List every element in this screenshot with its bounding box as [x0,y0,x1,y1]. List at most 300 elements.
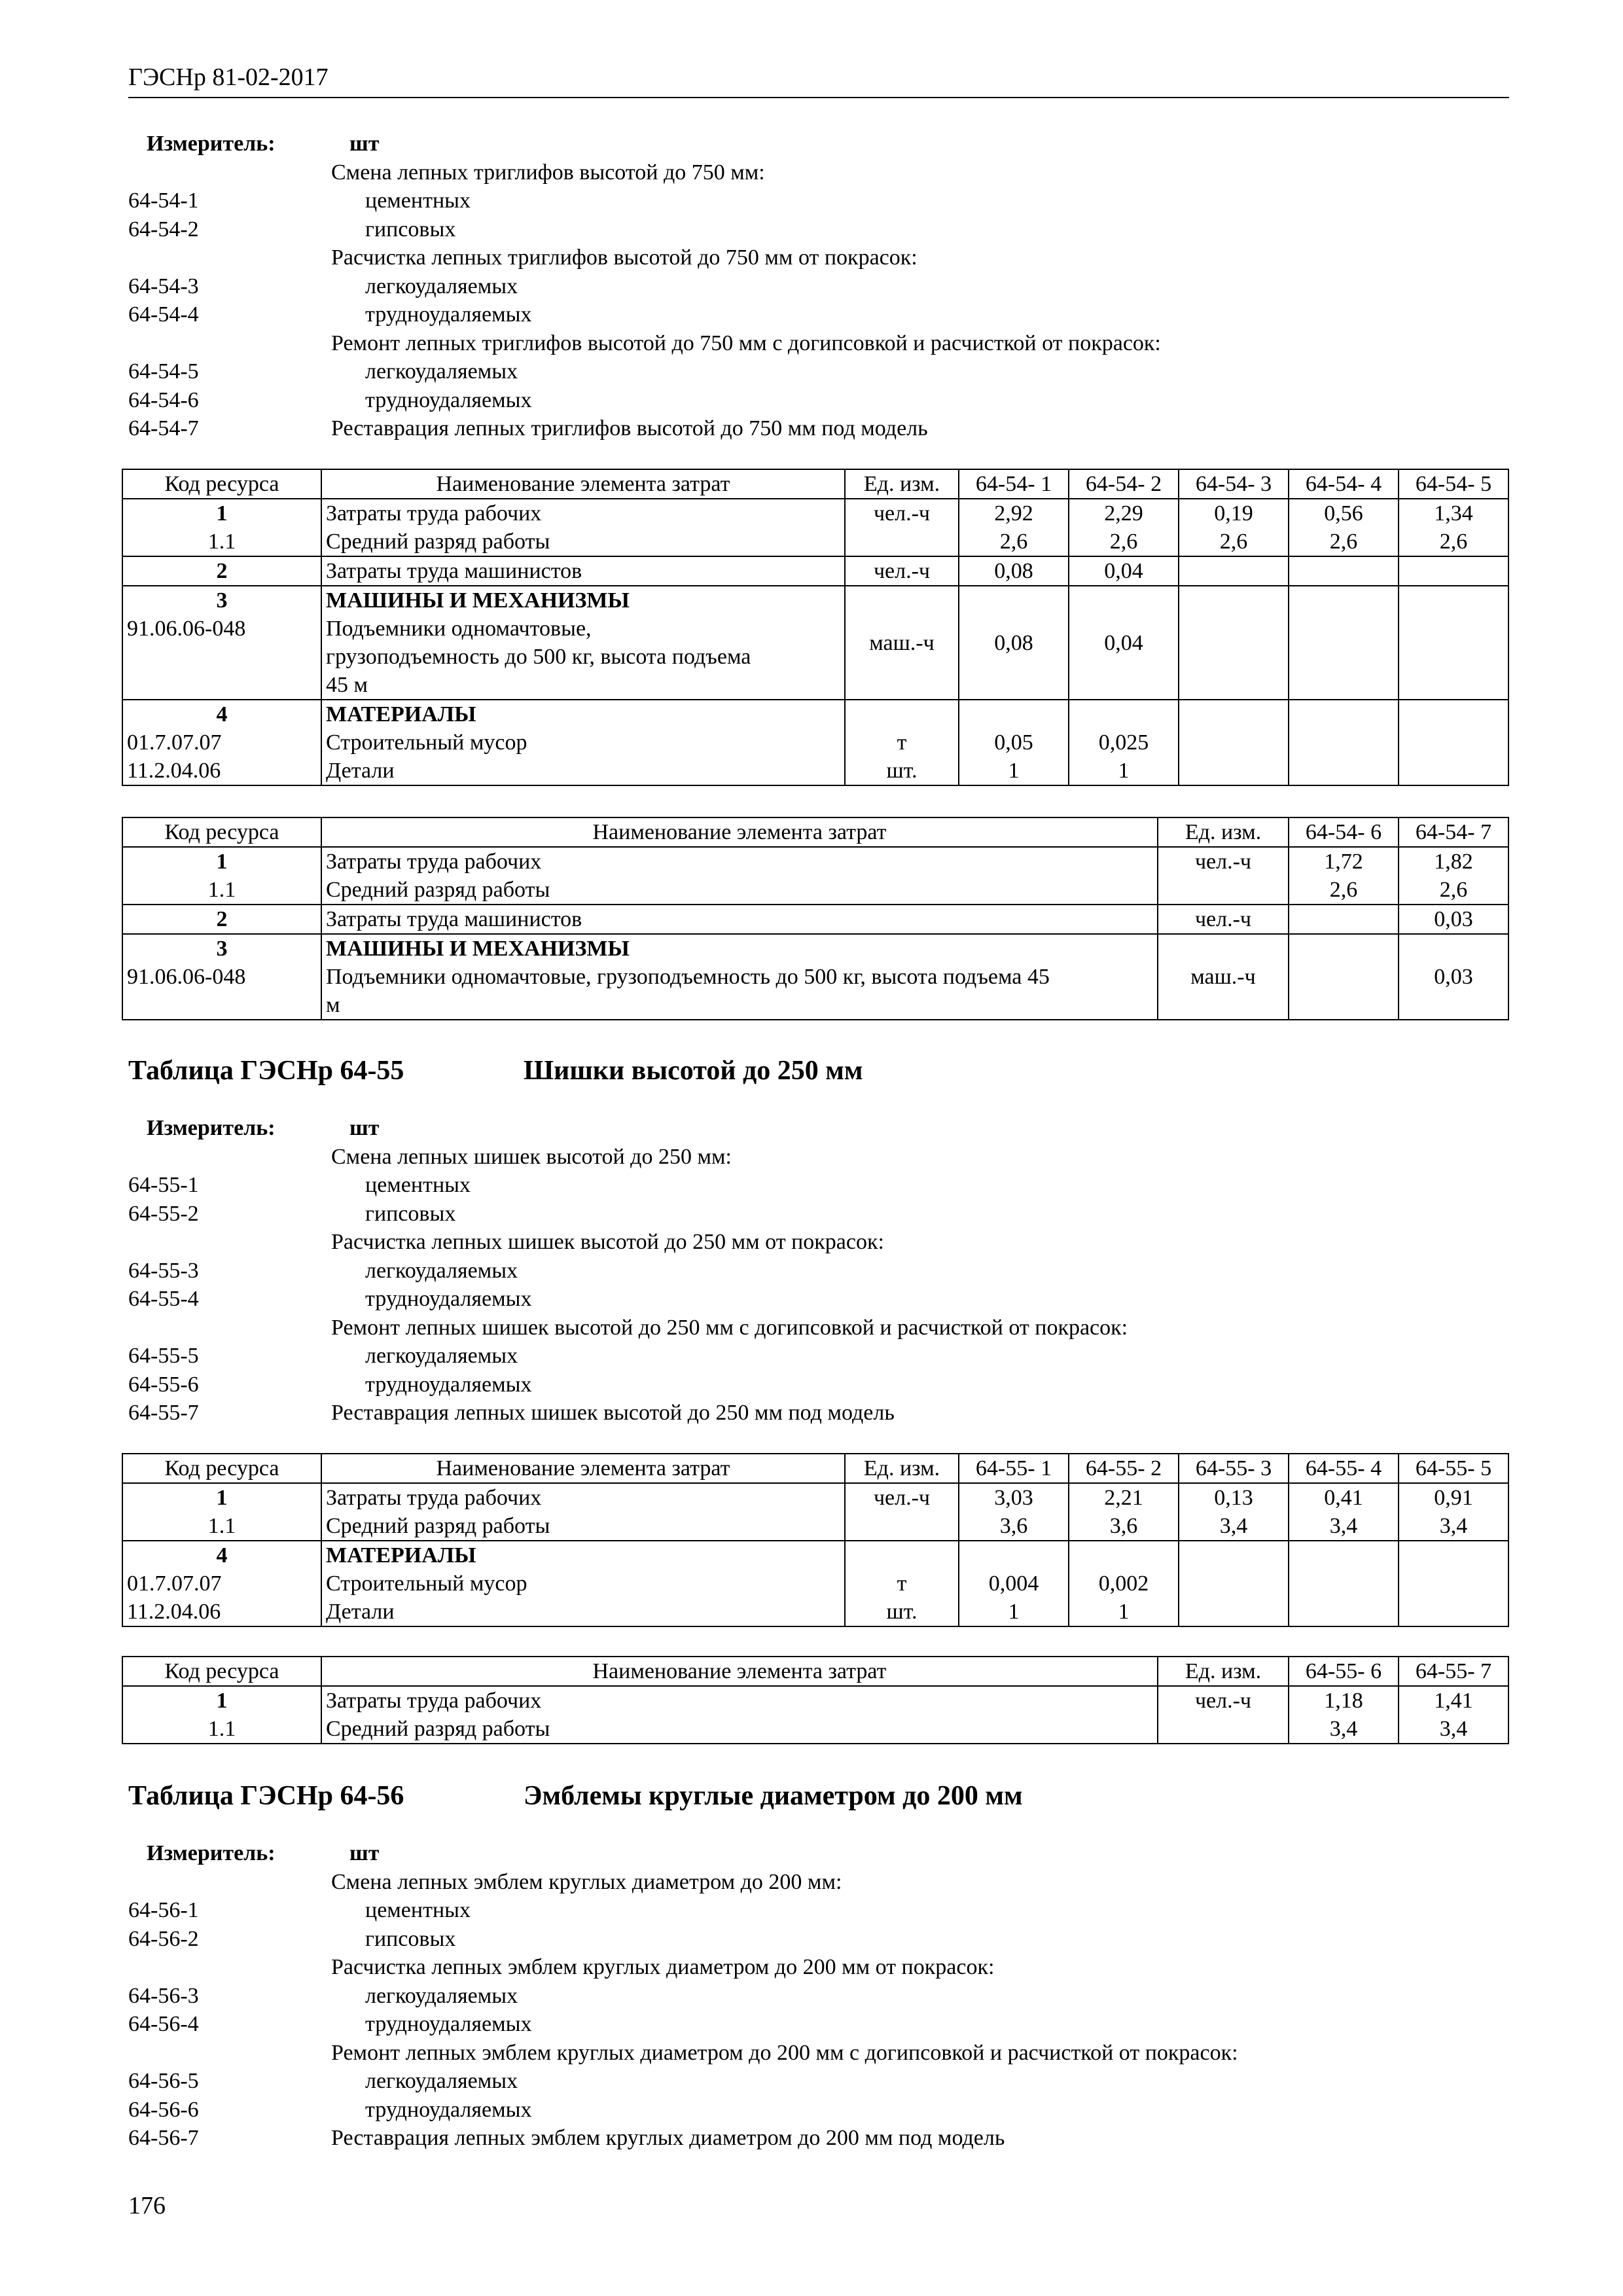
header-cell: 64-55- 3 [1179,1454,1289,1483]
work-code [128,1143,331,1172]
header-cell: 64-54- 2 [1069,469,1179,499]
resource-name: Затраты труда рабочих [321,1686,1158,1715]
work-description: легкоудаляемых [365,359,518,384]
value-cell: 0,08 [959,556,1069,586]
resource-code: 2 [122,905,321,934]
value-cell: 2,21 [1069,1483,1179,1512]
work-description: трудноудаляемых [365,1287,532,1311]
unit [845,586,959,615]
table-row [122,1483,1508,1512]
value-cell [1289,1598,1399,1626]
work-description: Реставрация лепных эмблем круглых диаметром до 200 мм под модель [331,2126,1005,2150]
resource-name: Средний разряд работы [321,876,1158,905]
header-cell: 64-54- 7 [1399,817,1508,847]
work-description: гипсовых [365,1201,456,1226]
resource-name-line: Подъемники одномачтовые, грузоподъемность до 500 кг, высота подъема 45 [326,965,1050,989]
resource-name: Затраты труда рабочих [321,847,1158,876]
unit [1158,1715,1289,1744]
table-header-row [122,1657,1508,1686]
work-item [128,1342,1509,1371]
work-item [128,1314,1509,1342]
value-cell [1399,700,1508,728]
header-cell: 64-55- 1 [959,1454,1069,1483]
work-item [128,1171,1509,1200]
value-cell [1289,556,1399,586]
work-description: Расчистка лепных триглифов высотой до 750 мм от покрасок: [331,245,918,270]
value-cell [1399,1570,1508,1598]
resource-name [321,615,845,700]
value-cell: 3,4 [1289,1512,1399,1541]
resource-code: 01.7.07.07 [122,728,321,757]
unit: шт. [845,757,959,785]
resource-code: 11.2.04.06 [122,757,321,785]
work-item [128,1228,1509,1257]
value-cell: 3,4 [1289,1715,1399,1744]
work-item [128,187,1509,215]
value-cell: 2,29 [1069,499,1179,528]
table-row [122,876,1508,905]
table-row [122,1715,1508,1744]
section-title: МАШИНЫ И МЕХАНИЗМЫ [321,934,1158,963]
value-cell: 0,13 [1179,1483,1289,1512]
resource-name-line: Подъемники одномачтовые, [326,617,592,641]
work-list [128,158,1509,443]
unit [845,700,959,728]
resource-code: 1.1 [122,1512,321,1541]
work-description: гипсовых [365,1926,456,1951]
resource-code: 2 [122,556,321,586]
value-cell: 3,6 [1069,1512,1179,1541]
work-description: Смена лепных эмблем круглых диаметром до 200 мм: [331,1869,842,1894]
value-cell: 2,6 [1289,528,1399,556]
work-description: легкоудаляемых [365,2069,518,2093]
header-cell: 64-55- 5 [1399,1454,1508,1483]
value-cell [1289,1541,1399,1570]
work-description: Ремонт лепных эмблем круглых диаметром до 200 мм с догипсовкой и расчисткой от покрасок: [331,2040,1238,2065]
value-cell [1179,728,1289,757]
value-cell [1179,556,1289,586]
work-item [128,300,1509,329]
value-cell: 2,6 [1069,528,1179,556]
work-description: Реставрация лепных шишек высотой до 250 мм под модель [331,1401,895,1425]
value-cell [1289,1570,1399,1598]
value-cell: 3,4 [1179,1512,1289,1541]
value-cell: 1,18 [1289,1686,1399,1715]
value-cell: 3,4 [1399,1512,1508,1541]
table-header-row [122,1454,1508,1483]
table-number: Таблица ГЭСНр 64-56 [128,1781,404,1811]
value-cell [1289,757,1399,785]
work-code [128,2039,331,2068]
resource-code: 01.7.07.07 [122,1570,321,1598]
header-cell: Код ресурса [122,817,321,847]
table-row [122,757,1508,785]
value-cell: 0,03 [1399,963,1508,1020]
work-code [128,1868,331,1897]
table-row [122,528,1508,556]
unit [845,1512,959,1541]
value-cell: 3,6 [959,1512,1069,1541]
value-cell [1399,1541,1508,1570]
work-description: Расчистка лепных шишек высотой до 250 мм от покрасок: [331,1230,884,1254]
value-cell [1289,905,1399,934]
value-cell: 0,41 [1289,1483,1399,1512]
work-code: 64-54-5 [128,359,199,384]
value-cell: 1 [1069,1598,1179,1626]
header-cell: 64-54- 5 [1399,469,1508,499]
work-code: 64-54-6 [128,387,199,412]
work-item [128,1925,1509,1954]
unit: маш.-ч [1158,963,1289,1020]
value-cell [1289,728,1399,757]
resource-name: Затраты труда машинистов [321,556,845,586]
resource-code: 1 [122,499,321,528]
value-cell: 1,82 [1399,847,1508,876]
work-item [128,386,1509,415]
work-code [128,243,331,272]
meter-label: Измеритель: [147,132,276,156]
work-code: 64-54-4 [128,302,199,327]
unit: чел.-ч [845,499,959,528]
work-description: трудноудаляемых [365,2012,532,2036]
table-number: Таблица ГЭСНр 64-55 [128,1056,404,1086]
header-cell: Ед. изм. [1158,1657,1289,1686]
work-code: 64-55-7 [128,1401,199,1425]
header-cell: Наименование элемента затрат [321,1657,1158,1686]
table-header-row [122,469,1508,499]
table-row [122,615,1508,700]
value-cell: 2,6 [1399,528,1508,556]
work-list [128,1143,1509,1427]
header-rule [128,97,1509,98]
resource-name: Затраты труда рабочих [321,1483,845,1512]
table-row [122,728,1508,757]
work-description: трудноудаляемых [365,387,532,412]
work-description: Смена лепных шишек высотой до 250 мм: [331,1144,732,1169]
header-cell: Наименование элемента затрат [321,1454,845,1483]
header-cell: Ед. изм. [1158,817,1289,847]
header-cell: 64-54- 1 [959,469,1069,499]
resource-name: Детали [321,757,845,785]
value-cell: 0,03 [1399,905,1508,934]
resource-name-line: грузоподъемность до 500 кг, высота подъема [326,645,751,669]
value-cell: 1,34 [1399,499,1508,528]
value-cell [1179,586,1289,615]
unit [845,1541,959,1570]
header-cell: Код ресурса [122,469,321,499]
work-code [128,1228,331,1257]
section-title: МАТЕРИАЛЫ [321,700,845,728]
value-cell [1179,1541,1289,1570]
work-code: 64-55-5 [128,1344,199,1368]
value-cell [1179,1598,1289,1626]
header-cell: 64-55- 7 [1399,1657,1508,1686]
table-row [122,1541,1508,1570]
work-code: 64-56-2 [128,1926,199,1951]
value-cell: 0,56 [1289,499,1399,528]
header-cell: Код ресурса [122,1657,321,1686]
resource-name: Строительный мусор [321,1570,845,1598]
meter-row [128,1839,1509,1868]
resource-name [321,963,1158,1020]
header-cell: 64-54- 6 [1289,817,1399,847]
meter-label: Измеритель: [147,1116,276,1140]
table-row [122,1686,1508,1715]
page-number: 176 [128,2192,166,2219]
work-item [128,2039,1509,2068]
work-item [128,1868,1509,1897]
work-description: легкоудаляемых [365,1258,518,1283]
value-cell [1399,934,1508,963]
resource-name-line: 45 м [326,673,368,697]
table-caption: Шишки высотой до 250 мм [524,1056,863,1086]
meter-label: Измеритель: [147,1841,276,1865]
resource-name: Строительный мусор [321,728,845,757]
resource-name-line: м [326,993,340,1017]
resource-code: 1 [122,1686,321,1715]
value-cell [1289,615,1399,700]
work-item [128,1896,1509,1925]
work-description: трудноудаляемых [365,1372,532,1397]
resource-name: Средний разряд работы [321,1512,845,1541]
work-code [128,1314,331,1342]
work-description: трудноудаляемых [365,2097,532,2122]
work-code [128,1953,331,1982]
work-code: 64-54-7 [128,416,199,440]
document-code: ГЭСНр 81-02-2017 [128,63,329,91]
work-description: трудноудаляемых [365,302,532,327]
work-item [128,1200,1509,1229]
meter-value: шт [349,132,380,156]
unit [845,528,959,556]
resource-name: Средний разряд работы [321,528,845,556]
table-title-64-55 [128,1055,863,1086]
work-code: 64-55-6 [128,1372,199,1397]
unit: т [845,1570,959,1598]
work-item [128,357,1509,386]
work-item [128,158,1509,187]
unit: маш.-ч [845,615,959,700]
value-cell [1399,757,1508,785]
unit: т [845,728,959,757]
resource-code: 3 [122,934,321,963]
value-cell: 2,6 [1399,876,1508,905]
value-cell [1069,700,1179,728]
resource-code: 1.1 [122,528,321,556]
resource-table-64-54-a [122,469,1509,786]
work-code [128,158,331,187]
value-cell: 0,025 [1069,728,1179,757]
meter-list-64-54 [128,130,1509,443]
value-cell: 1 [959,757,1069,785]
work-item [128,243,1509,272]
work-item [128,1371,1509,1399]
meter-value: шт [349,1116,380,1140]
work-list [128,1868,1509,2153]
work-item [128,1399,1509,1427]
work-code: 64-54-3 [128,274,199,298]
unit: чел.-ч [1158,1686,1289,1715]
work-item [128,272,1509,301]
work-code: 64-56-6 [128,2097,199,2122]
header-cell: Код ресурса [122,1454,321,1483]
resource-name: Затраты труда машинистов [321,905,1158,934]
work-code: 64-56-4 [128,2012,199,2036]
resource-code: 91.06.06-048 [122,963,321,1020]
table-row [122,1512,1508,1541]
table-header-row [122,817,1508,847]
resource-name: Детали [321,1598,845,1626]
work-code: 64-56-7 [128,2126,199,2150]
header-cell: Наименование элемента затрат [321,817,1158,847]
work-description: легкоудаляемых [365,1983,518,2008]
work-code: 64-55-1 [128,1173,199,1197]
work-item [128,2010,1509,2039]
header-cell: Ед. изм. [845,469,959,499]
unit: шт. [845,1598,959,1626]
meter-list-64-56 [128,1839,1509,2153]
work-description: гипсовых [365,217,456,242]
resource-code: 4 [122,1541,321,1570]
resource-code: 91.06.06-048 [122,615,321,700]
value-cell: 0,04 [1069,615,1179,700]
value-cell: 0,91 [1399,1483,1508,1512]
table-row [122,586,1508,615]
work-description: Смена лепных триглифов высотой до 750 мм: [331,160,765,185]
value-cell [1289,963,1399,1020]
table-caption: Эмблемы круглые диаметром до 200 мм [524,1781,1023,1811]
table-row [122,1570,1508,1598]
resource-table-64-55-a [122,1453,1509,1627]
work-code: 64-56-5 [128,2069,199,2093]
value-cell [1289,700,1399,728]
value-cell [1399,1598,1508,1626]
work-description: легкоудаляемых [365,1344,518,1368]
work-code [128,329,331,358]
resource-code: 3 [122,586,321,615]
work-description: цементных [365,1898,471,1922]
work-code: 64-54-2 [128,217,199,242]
header-cell: 64-55- 4 [1289,1454,1399,1483]
table-title-64-56 [128,1780,1023,1812]
table-row [122,963,1508,1020]
work-description: легкоудаляемых [365,274,518,298]
resource-table-64-54-b [122,817,1509,1020]
work-item [128,1953,1509,1982]
value-cell: 2,92 [959,499,1069,528]
value-cell [959,1541,1069,1570]
work-description: Ремонт лепных шишек высотой до 250 мм с догипсовкой и расчисткой от покрасок: [331,1315,1128,1340]
work-item [128,414,1509,443]
value-cell: 2,6 [1179,528,1289,556]
value-cell [1179,700,1289,728]
resource-code: 1.1 [122,1715,321,1744]
value-cell [1069,1541,1179,1570]
unit: чел.-ч [1158,847,1289,876]
unit [1158,934,1289,963]
header-cell: 64-54- 3 [1179,469,1289,499]
unit: чел.-ч [1158,905,1289,934]
resource-code: 4 [122,700,321,728]
table-row [122,1598,1508,1626]
unit: чел.-ч [845,556,959,586]
header-cell: Наименование элемента затрат [321,469,845,499]
resource-code: 1 [122,1483,321,1512]
unit [1158,876,1289,905]
work-item [128,1982,1509,2011]
table-row [122,847,1508,876]
work-item [128,1285,1509,1314]
meter-row [128,130,1509,158]
header-cell: 64-54- 4 [1289,469,1399,499]
value-cell [959,586,1069,615]
meter-row [128,1114,1509,1143]
value-cell [1399,728,1508,757]
table-row [122,700,1508,728]
value-cell [1179,615,1289,700]
resource-table-64-55-b [122,1656,1509,1744]
work-item [128,2124,1509,2153]
table-row [122,499,1508,528]
work-item [128,1143,1509,1172]
meter-value: шт [349,1841,380,1865]
work-code: 64-54-1 [128,188,199,213]
resource-code: 1 [122,847,321,876]
value-cell: 3,4 [1399,1715,1508,1744]
table-row [122,934,1508,963]
value-cell: 0,002 [1069,1570,1179,1598]
value-cell [1289,934,1399,963]
header-cell: 64-55- 2 [1069,1454,1179,1483]
section-title: МАШИНЫ И МЕХАНИЗМЫ [321,586,845,615]
value-cell [1399,556,1508,586]
work-code: 64-56-3 [128,1983,199,2008]
value-cell [1179,757,1289,785]
work-item [128,1257,1509,1285]
value-cell [1399,586,1508,615]
work-code: 64-55-3 [128,1258,199,1283]
header-cell: 64-55- 6 [1289,1657,1399,1686]
work-code: 64-56-1 [128,1898,199,1922]
value-cell: 0,004 [959,1570,1069,1598]
value-cell [1069,586,1179,615]
resource-name: Затраты труда рабочих [321,499,845,528]
value-cell: 1 [1069,757,1179,785]
value-cell: 2,6 [1289,876,1399,905]
section-title: МАТЕРИАЛЫ [321,1541,845,1570]
value-cell: 0,05 [959,728,1069,757]
work-description: цементных [365,188,471,213]
value-cell: 3,03 [959,1483,1069,1512]
work-item [128,2096,1509,2125]
value-cell: 0,08 [959,615,1069,700]
resource-code: 1.1 [122,876,321,905]
work-description: цементных [365,1173,471,1197]
value-cell: 0,04 [1069,556,1179,586]
resource-code: 11.2.04.06 [122,1598,321,1626]
meter-list-64-55 [128,1114,1509,1427]
unit: чел.-ч [845,1483,959,1512]
work-description: Расчистка лепных эмблем круглых диаметром до 200 мм от покрасок: [331,1955,995,1979]
work-item [128,215,1509,244]
work-description: Реставрация лепных триглифов высотой до 750 мм под модель [331,416,928,440]
table-row [122,556,1508,586]
value-cell: 0,19 [1179,499,1289,528]
work-item [128,2067,1509,2096]
table-row [122,905,1508,934]
resource-name: Средний разряд работы [321,1715,1158,1744]
work-code: 64-55-2 [128,1201,199,1226]
